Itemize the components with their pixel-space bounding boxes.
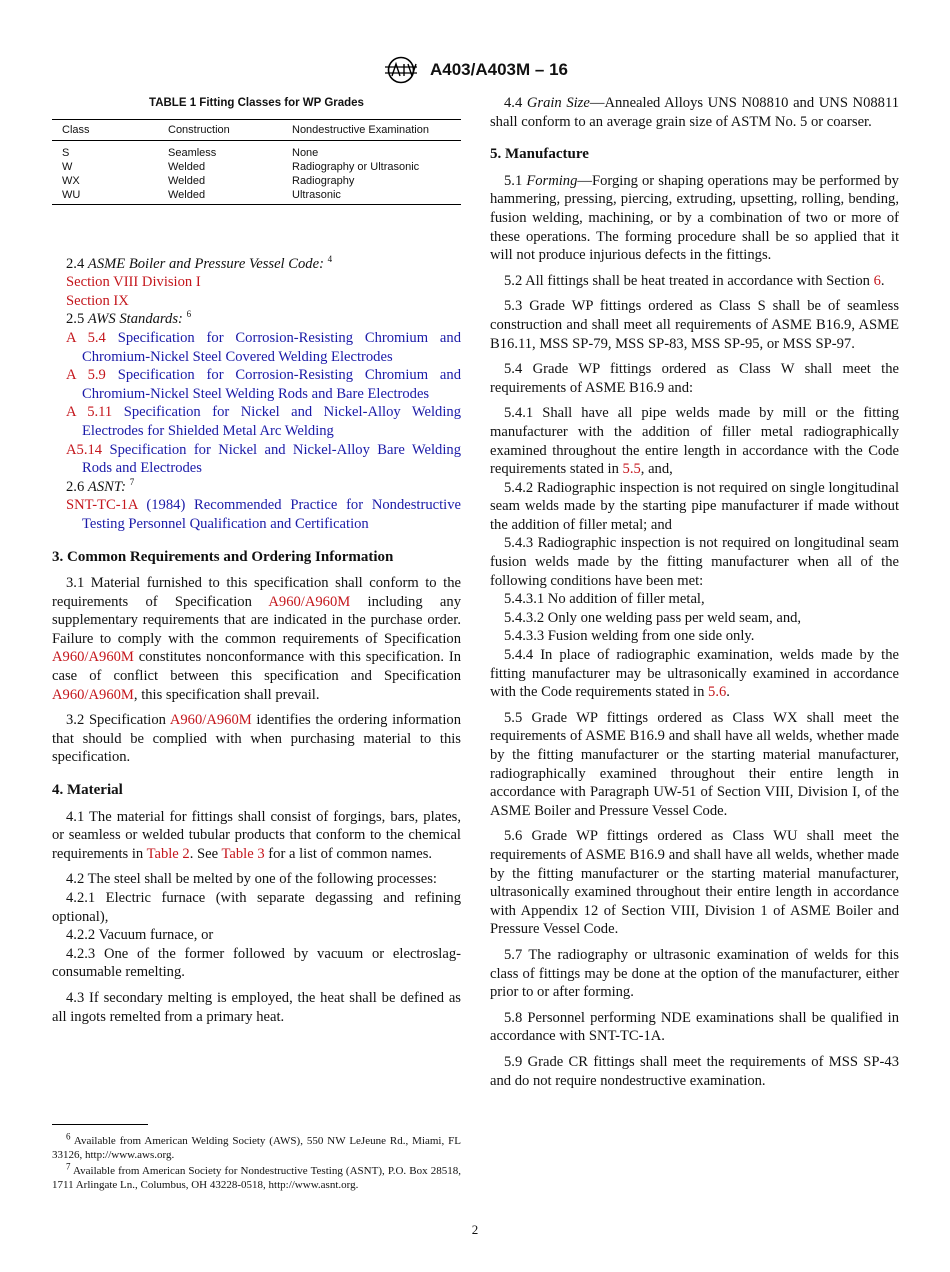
table-cell: Ultrasonic [282,188,461,205]
ref-link-section-ix[interactable]: Section IX [66,292,129,309]
link-a960[interactable]: A960/A960M [52,686,134,703]
paragraph-5-4: 5.4 Grade WP fittings ordered as Class W shall meet the requirements of ASME B16.9 and: [490,361,899,396]
ref-link-section-viii[interactable]: Section VIII Division I [66,274,201,291]
paragraph-5-2: 5.2 All fittings shall be heat treated in accordance with Section 6. [504,272,885,289]
table-cell: Welded [168,174,206,187]
paragraph-5-3: 5.3 Grade WP fittings ordered as Class S shall be of seamless construction and shall meet all requirements of ASME B16.9, ASME B16.11, MSS SP-79, MSS SP-83, MSS SP-95, or MSS SP-97. [490,298,899,352]
section-2-4: 2.4 ASME Boiler and Pressure Vessel Code: $^4$ [66,253,333,272]
paragraph-5-9: 5.9 Grade CR fittings shall meet the requirements of MSS SP-43 and do not require nondestructive examination. [490,1053,899,1089]
paragraph-4-1: 4.1 The material for fittings shall consist of forgings, bars, plates, or seamless or welded tubular products that conform to the chemical requirements in Table 2. See Table 3 for a list of common names. [52,808,461,862]
link-table-3[interactable]: Table 3 [221,845,265,862]
page-header [0,56,950,84]
table-cell: Radiography [292,174,355,187]
table-row [52,140,461,160]
table-header-class: Class [52,119,158,140]
table-header-nde: Nondestructive Examination [282,119,461,140]
section-5-heading: 5. Manufacture [490,146,589,163]
table-cell: Seamless [168,146,217,159]
paragraph-4-2-3: 4.2.3 One of the former followed by vacuum or electroslag-consumable remelting. [52,945,461,981]
paragraph-4-4: 4.4 Grain Size—Annealed Alloys UNS N08810 and UNS N08811 shall conform to an average grain size of ASTM No. 5 or coarser. [490,95,900,130]
section-3-heading: 3. Common Requirements and Ordering Information [52,548,394,565]
table-row [52,174,461,188]
paragraph-5-6: 5.6 Grade WP fittings ordered as Class WU shall meet the requirements of ASME B16.9 and shall have all welds, whether made by the fitting manufacturer or the starting material manufacturer, ultrasonically examined throughout their entire length in accordance with Appendix 12 of Section VIII, Division 1 of ASME Boiler and Pressure Vessel Code. [490,828,899,938]
table-cell: S [62,146,70,159]
link-a960[interactable]: A960/A960M [169,712,252,729]
paragraph-5-4-1: 5.4.1 Shall have all pipe welds made by mill or the fitting manufacturer with the addition of filler metal radiographically examined throughout the entire length in accordance with the Code requirements stated in 5.5, and, [490,405,899,478]
fitting-classes-table [52,119,461,205]
paragraph-5-4-3-1: 5.4.3.1 No addition of filler metal, [504,591,705,608]
table-cell: WX [62,174,80,187]
paragraph-5-7: 5.7 The radiography or ultrasonic examination of welds for this class of fittings may be done at the option of the manufacturer, either prior to or after forming. [490,946,899,1001]
paragraph-4-2-1: 4.2.1 Electric furnace (with separate degassing and refining optional), [52,890,461,925]
paragraph-4-2-2: 4.2.2 Vacuum furnace, or [66,927,214,944]
left-column [52,94,461,1033]
paragraph-5-8: 5.8 Personnel performing NDE examinations shall be qualified in accordance with SNT-TC-1A. [490,1009,899,1045]
link-a960[interactable]: A960/A960M [52,649,134,666]
table-cell: WU [52,188,158,205]
paragraph-4-2: 4.2 The steel shall be melted by one of the following processes: [66,871,437,888]
paragraph-5-5: 5.5 Grade WP fittings ordered as Class WX shall meet the requirements of ASME B16.9 and shall have all welds, whether made by the fitting manufacturer or the starting material manufacturer, radiographically examined throughout their entire length in accordance with Paragraph UW-51 of Section VIII, Division I, of the ASME Boiler and Pressure Vessel Code. [490,709,899,819]
paragraph-3-2: 3.2 Specification A960/A960M identifies the ordering information that should be complied with when purchasing material to this specification. [52,712,461,766]
paragraph-3-1: 3.1 Material furnished to this specification shall conform to the requirements of Specification A960/A960M including any supplementary requirements that are indicated in the purchase order. Failure to comply with the common requirements of Specification A960/A960M constitutes nonconformance with this specification. In case of conflict between this specification and Specification A960/A960M, this specification shall prevail. [52,575,461,703]
footnote-6: $^6$ Available from American Welding Society (AWS), 550 NW LeJeune Rd., Miami, FL 33126, http://www.aws.org. [52,1131,461,1161]
section-2-6: 2.6 ASNT: $^7$ [66,476,135,495]
link-table-2[interactable]: Table 2 [146,845,190,862]
footnote-divider [52,1124,148,1125]
table-row [52,160,461,174]
table-row [52,188,461,205]
link-section-6[interactable]: 6 [873,272,881,289]
footnote-7: $^7$ Available from American Society for Nondestructive Testing (ASNT), P.O. Box 28518, 1711 Arlingate Ln., Columbus, OH 43228-0518, http://www.asnt.org. [52,1161,461,1191]
section-4-heading: 4. Material [52,782,123,799]
table-cell: Radiography or Ultrasonic [292,160,420,173]
ref-aws-a5-4[interactable]: A 5.4 Specification for Corrosion-Resisting Chromium and Chromium-Nickel Steel Covered Welding Electrodes [66,329,462,365]
table1-title: TABLE 1 Fitting Classes for WP Grades [149,97,364,109]
paragraph-5-4-2: 5.4.2 Radiographic inspection is not required on single longitudinal seam welds made by the starting pipe manufacturer if made without the addition of filler metal; and [490,479,899,533]
table-header-construction: Construction [158,119,282,140]
link-5-6[interactable]: 5.6 [708,684,727,701]
paragraph-5-1: 5.1 Forming—Forging or shaping operations may be performed by hammering, pressing, piercing, extruding, upsetting, rolling, bending, fusion welding, machining, or by a combination of two or more of these operations. The forming procedure shall be so applied that it will not produce injurious defects in the fittings. [490,172,899,264]
link-a960[interactable]: A960/A960M [268,593,351,610]
ref-aws-a5-14[interactable]: A5.14 Specification for Nickel and Nickel-Alloy Bare Welding Rods and Electrodes [66,441,461,477]
footnotes [52,1124,461,1194]
link-5-5[interactable]: 5.5 [622,461,641,478]
astm-logo-icon [382,56,420,84]
ref-aws-a5-9[interactable]: A 5.9 Specification for Corrosion-Resisting Chromium and Chromium-Nickel Steel Welding Rods and Bare Electrodes [66,367,462,402]
paragraph-4-3: 4.3 If secondary melting is employed, the heat shall be defined as all ingots remelted from a primary heat. [52,989,461,1025]
ref-snt-tc-1a[interactable]: SNT-TC-1A (1984) Recommended Practice for Nondestructive Testing Personnel Qualification and Certification [66,497,461,532]
paragraph-5-4-3: 5.4.3 Radiographic inspection is not required on longitudinal seam fusion welds made by the fitting manufacturer when all of the following conditions have been met: [490,535,899,589]
ref-aws-a5-11[interactable]: A 5.11 Specification for Nickel and Nickel-Alloy Welding Electrodes for Shielded Metal Arc Welding [66,404,461,439]
section-2-5: 2.5 AWS Standards: $^6$ [66,309,192,328]
table-cell: None [292,146,319,159]
table-cell: W [62,160,73,173]
table-cell: Welded [158,188,282,205]
paragraph-5-4-3-2: 5.4.3.2 Only one welding pass per weld seam, and, [504,609,802,626]
page-number: 2 [471,1222,479,1237]
table-cell: Welded [168,160,206,173]
right-column [490,94,899,1097]
document-id: A403/A403M – 16 [430,60,568,79]
paragraph-5-4-4: 5.4.4 In place of radiographic examination, welds made by the fitting manufacturer may be ultrasonically examined in accordance with the Code requirements stated in 5.6. [490,647,899,701]
paragraph-5-4-3-3: 5.4.3.3 Fusion welding from one side only. [504,628,755,645]
